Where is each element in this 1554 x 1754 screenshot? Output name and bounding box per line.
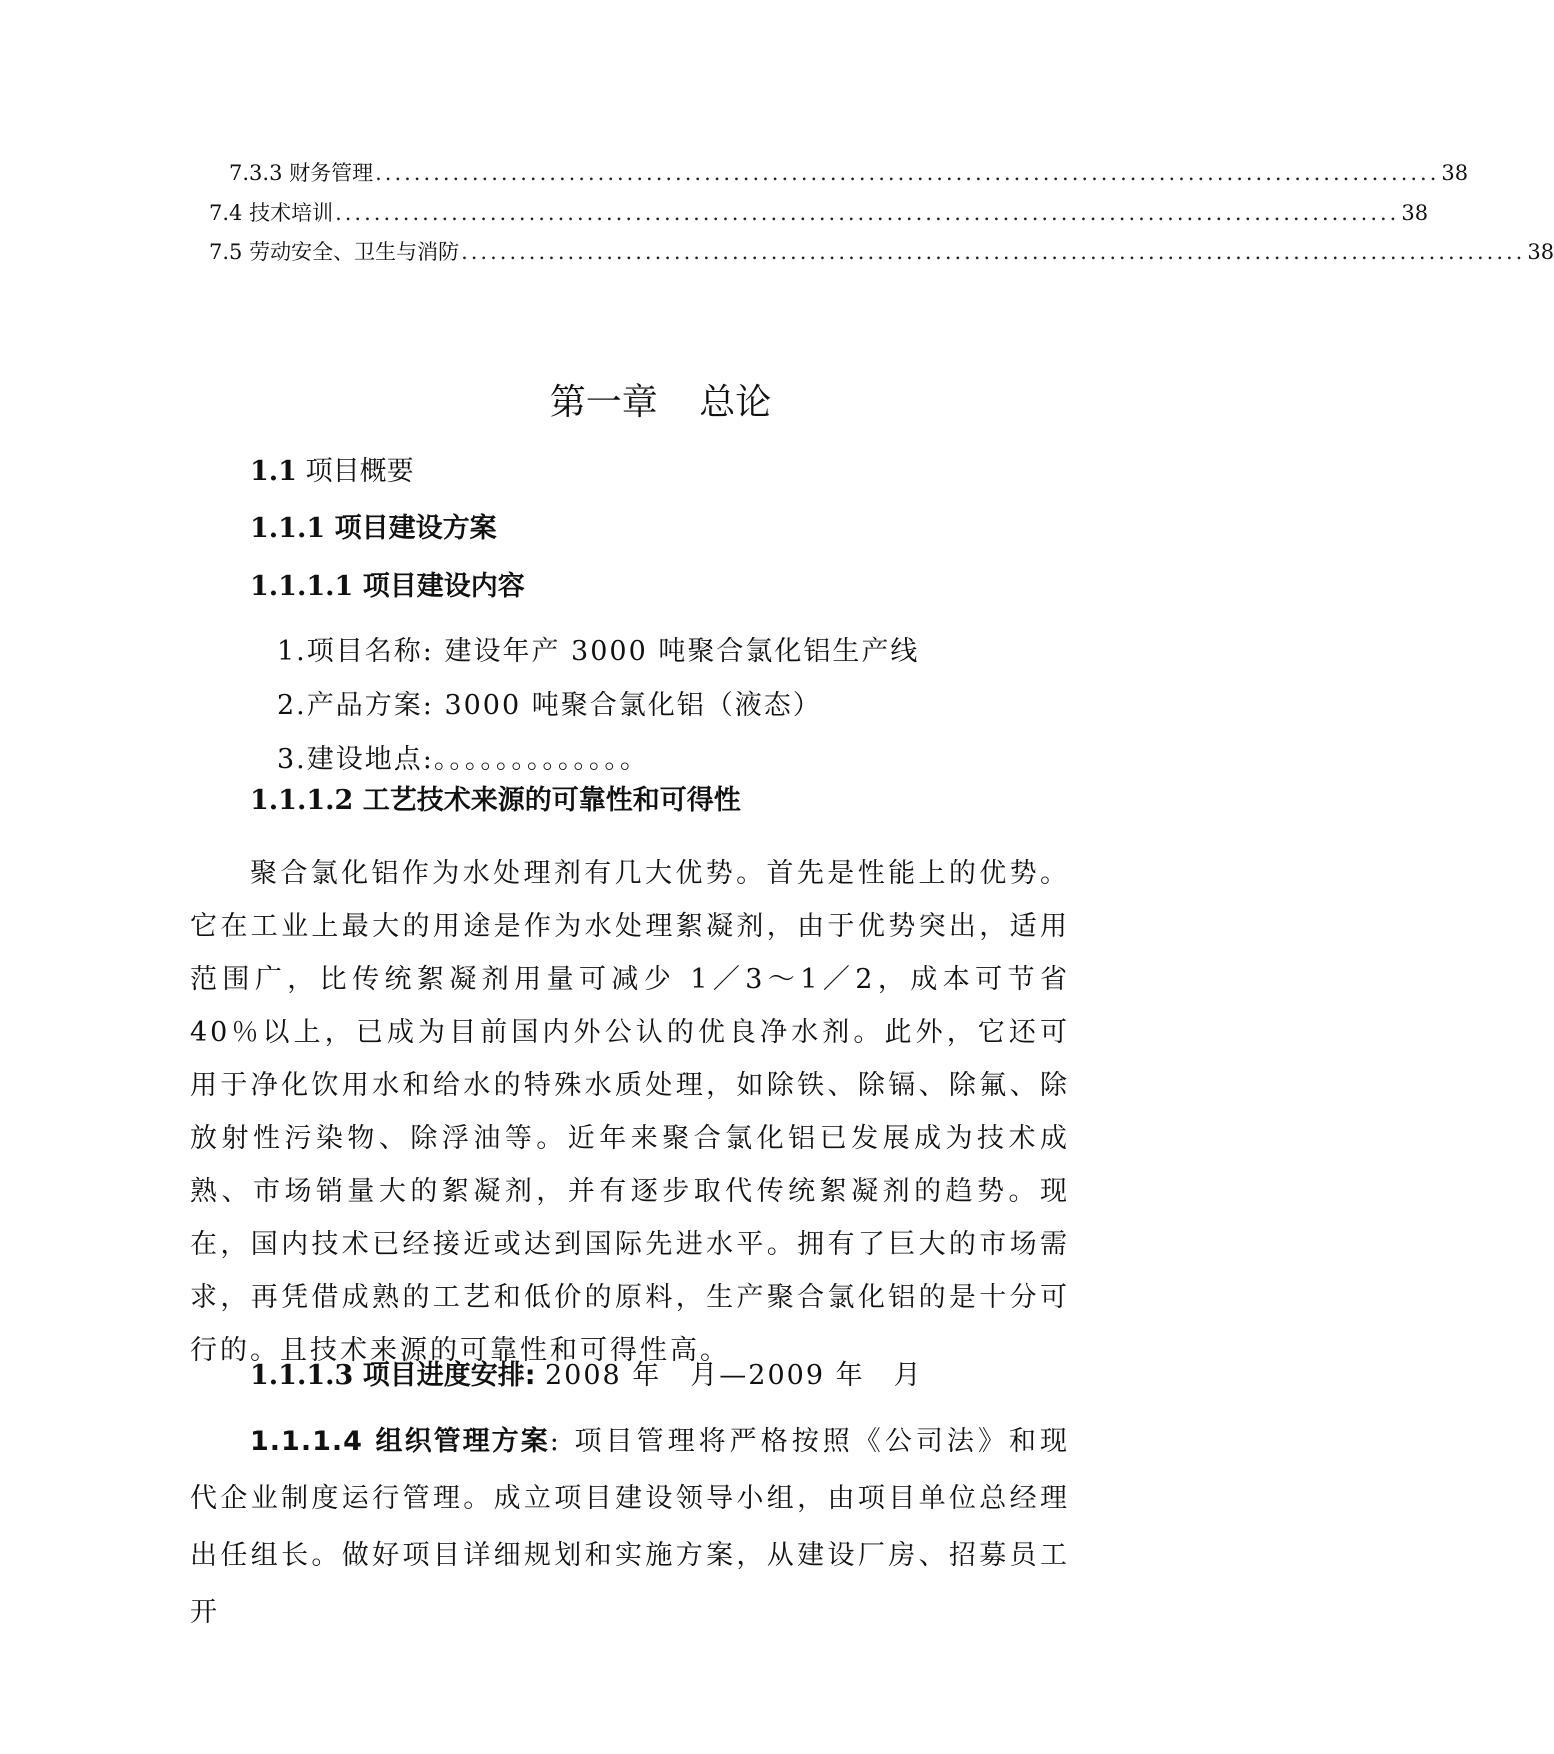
org-management-text: 项目管理将严格按照《公司法》和现代企业制度运行管理。成立项目建设领导小组，由项目单位总经理出任组长。做好项目详细规划和实施方案，从建设厂房、招募员工开: [190, 1426, 1071, 1628]
toc-leader-dots: ..............................................................................................................: [375, 161, 1440, 185]
toc-entry-number: 7.4: [209, 201, 250, 225]
section-title: 项目进度安排: [362, 1360, 525, 1391]
section-number: 1.1.1.2: [250, 785, 354, 816]
item-label: 3.建设地点:: [277, 744, 434, 775]
section-number: 1.1.1.3: [250, 1360, 354, 1391]
section-heading-1-1: [250, 452, 414, 492]
toc-leader-dots: ..............................................................................................................: [335, 201, 1400, 225]
section-title: 项目建设方案: [334, 513, 497, 544]
section-heading-1-1-1-1: [250, 567, 525, 607]
item-value: 。。。。。。。。。。。。。: [433, 744, 649, 775]
section-number: 1.1.1.1: [250, 571, 354, 602]
section-number: 1.1.1: [250, 513, 326, 544]
toc-leader-dots: ..............................................................................................................: [461, 240, 1526, 264]
section-number: 1.1.1.4: [250, 1426, 363, 1457]
item-label: 1.项目名称:: [277, 636, 434, 667]
toc-entry-label: 劳动安全、卫生与消防: [249, 240, 460, 264]
toc-entry-number: 7.5: [209, 240, 250, 264]
item-value: 3000 吨聚合氯化铝（液态）: [444, 690, 822, 721]
toc-entry[interactable]: [229, 158, 1469, 188]
section-number: 1.1: [250, 456, 297, 487]
toc-entry[interactable]: [209, 198, 1429, 228]
toc-entry-label: 财务管理: [289, 161, 374, 185]
toc-entry-page: 38: [1441, 161, 1469, 185]
section-title: 项目建设内容: [362, 571, 525, 602]
section-title: 组织管理方案: [375, 1426, 550, 1457]
project-item: [277, 740, 649, 780]
toc-entry-page: 38: [1401, 201, 1429, 225]
toc-entry-label: 技术培训: [249, 201, 334, 225]
item-label: 2.产品方案:: [277, 690, 434, 721]
toc-entry-page: 38: [1527, 240, 1554, 264]
section-title: 项目概要: [305, 456, 414, 487]
org-management-paragraph: 1.1.1.4 组织管理方案: 项目管理将严格按照《公司法》和现代企业制度运行管理。成立项目建设领导小组，由项目单位总经理出任组长。做好项目详细规划和实施方案，从建设厂房、招募员工开: [190, 1426, 1071, 1628]
body-paragraph: 聚合氯化铝作为水处理剂有几大优势。首先是性能上的优势。它在工业上最大的用途是作为水处理絮凝剂，由于优势突出，适用范围广，比传统絮凝剂用量可减少 1／3～1／2，成本可节省 40％以上，已成为目前国内外公认的优良净水剂。此外，它还可用于净化饮用水和给水的特殊水质处理，如除铁、除镉、除氟、除放射性污染物、除浮油等。近年来聚合氯化铝已发展成为技术成熟、市场销量大的絮凝剂，并有逐步取代传统絮凝剂的趋势。现在，国内技术已经接近或达到国际先进水平。拥有了巨大的市场需求，再凭借成熟的工艺和低价的原料，生产聚合氯化铝的是十分可行的。且技术来源的可靠性和可得性高。: [190, 858, 1070, 1366]
section-heading-1-1-1-2: [250, 781, 741, 821]
toc-entry[interactable]: [209, 237, 1554, 267]
section-heading-1-1-1: [250, 509, 497, 549]
schedule-text: 2008 年 月—2009 年 月: [544, 1360, 923, 1391]
project-item: [277, 686, 822, 726]
section-title: 工艺技术来源的可靠性和可得性: [362, 785, 741, 816]
chapter-title: 第一章 总论: [549, 382, 772, 423]
project-item: [277, 632, 919, 672]
toc-entry-number: 7.3.3: [229, 161, 290, 185]
item-value: 建设年产 3000 吨聚合氯化铝生产线: [444, 636, 920, 667]
section-heading-1-1-1-3: 1.1.1.3 项目进度安排: 2008 年 月—2009 年 月: [250, 1360, 923, 1391]
